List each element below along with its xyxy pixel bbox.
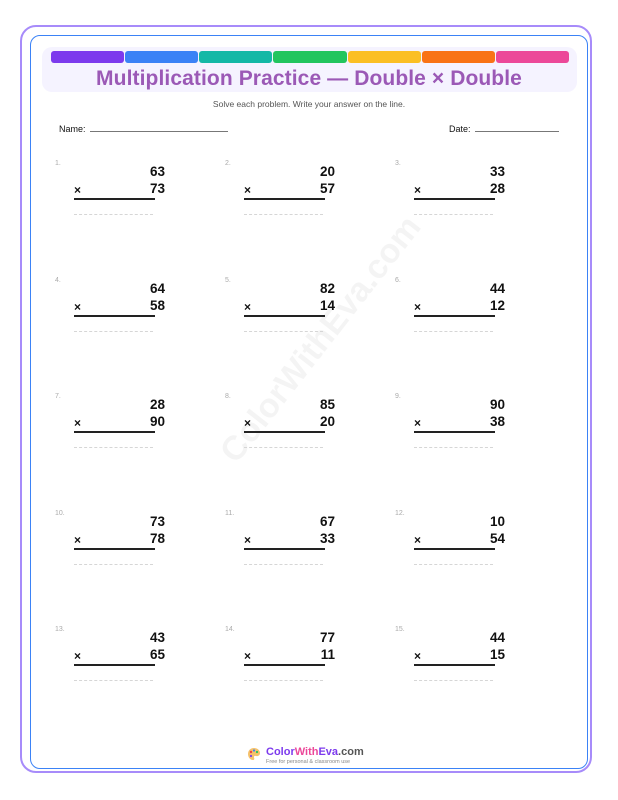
- multiplicand: 10: [489, 514, 505, 529]
- multiplier: 12: [489, 298, 505, 313]
- answer-line[interactable]: [244, 214, 323, 215]
- brand-part: Eva: [318, 746, 339, 758]
- problem-number: 9.: [395, 393, 401, 400]
- times-sign: ×: [244, 649, 252, 663]
- multiplicand: 90: [489, 397, 505, 412]
- color-bar-segment: [348, 51, 421, 63]
- problem-item: [395, 160, 505, 230]
- sum-rule: [414, 548, 495, 550]
- date-field[interactable]: [449, 122, 559, 134]
- problem-item: [55, 393, 165, 463]
- problem-item: [55, 626, 165, 696]
- color-bar-segment: [496, 51, 569, 63]
- problem-item: [395, 277, 505, 347]
- multiplier: 54: [489, 531, 505, 546]
- sum-rule: [414, 315, 495, 317]
- multiplier: 58: [149, 298, 165, 313]
- problem-number: 1.: [55, 160, 61, 167]
- brand-part: Color: [266, 746, 295, 758]
- times-sign: ×: [414, 533, 422, 547]
- problem-number: 13.: [55, 626, 65, 633]
- times-sign: ×: [74, 183, 82, 197]
- multiplier: 90: [149, 414, 165, 429]
- problem-number: 11.: [225, 510, 235, 517]
- answer-line[interactable]: [414, 214, 493, 215]
- sum-rule: [74, 548, 155, 550]
- answer-line[interactable]: [74, 331, 153, 332]
- problem-item: [395, 626, 505, 696]
- times-sign: ×: [244, 183, 252, 197]
- answer-line[interactable]: [244, 680, 323, 681]
- sum-rule: [244, 315, 325, 317]
- times-sign: ×: [244, 300, 252, 314]
- multiplicand: 63: [149, 164, 165, 179]
- color-bar-segment: [199, 51, 272, 63]
- problem-number: 12.: [395, 510, 405, 517]
- answer-line[interactable]: [74, 447, 153, 448]
- answer-line[interactable]: [414, 447, 493, 448]
- multiplicand: 64: [149, 281, 165, 296]
- problem-item: [225, 626, 335, 696]
- multiplier: 14: [319, 298, 335, 313]
- problem-number: 2.: [225, 160, 231, 167]
- name-field[interactable]: [59, 122, 228, 134]
- date-label: Date:: [449, 124, 471, 134]
- sum-rule: [244, 548, 325, 550]
- problem-item: [395, 510, 505, 580]
- multiplicand: 33: [489, 164, 505, 179]
- multiplicand: 43: [149, 630, 165, 645]
- sum-rule: [414, 198, 495, 200]
- answer-line[interactable]: [74, 564, 153, 565]
- answer-line[interactable]: [244, 447, 323, 448]
- color-bar-segment: [273, 51, 346, 63]
- problem-item: [225, 160, 335, 230]
- answer-line[interactable]: [244, 564, 323, 565]
- multiplier: 57: [319, 181, 335, 196]
- sum-rule: [74, 664, 155, 666]
- multiplicand: 44: [489, 281, 505, 296]
- times-sign: ×: [74, 533, 82, 547]
- problem-item: [225, 277, 335, 347]
- sum-rule: [74, 315, 155, 317]
- page-title: Multiplication Practice — Double × Double: [96, 67, 522, 90]
- times-sign: ×: [414, 416, 422, 430]
- problem-number: 6.: [395, 277, 401, 284]
- problem-item: [55, 160, 165, 230]
- problem-number: 4.: [55, 277, 61, 284]
- date-input-line[interactable]: [475, 122, 559, 132]
- problem-number: 14.: [225, 626, 235, 633]
- color-bar-segment: [125, 51, 198, 63]
- multiplier: 33: [319, 531, 335, 546]
- sum-rule: [414, 664, 495, 666]
- multiplicand: 73: [149, 514, 165, 529]
- problem-item: [395, 393, 505, 463]
- times-sign: ×: [414, 183, 422, 197]
- problem-number: 8.: [225, 393, 231, 400]
- answer-line[interactable]: [414, 331, 493, 332]
- multiplier: 65: [149, 647, 165, 662]
- multiplier: 15: [489, 647, 505, 662]
- multiplicand: 77: [319, 630, 335, 645]
- multiplicand: 28: [149, 397, 165, 412]
- times-sign: ×: [414, 300, 422, 314]
- sum-rule: [74, 431, 155, 433]
- palette-icon: [247, 747, 261, 761]
- sum-rule: [244, 431, 325, 433]
- sum-rule: [244, 664, 325, 666]
- problem-number: 5.: [225, 277, 231, 284]
- sum-rule: [74, 198, 155, 200]
- footer-brand: [247, 746, 387, 770]
- multiplier: 20: [319, 414, 335, 429]
- answer-line[interactable]: [414, 564, 493, 565]
- problem-number: 7.: [55, 393, 61, 400]
- multiplicand: 20: [319, 164, 335, 179]
- problem-number: 10.: [55, 510, 65, 517]
- brand-name: [266, 746, 364, 758]
- answer-line[interactable]: [244, 331, 323, 332]
- multiplier: 38: [489, 414, 505, 429]
- times-sign: ×: [74, 649, 82, 663]
- multiplier: 78: [149, 531, 165, 546]
- color-bar-segment: [51, 51, 124, 63]
- answer-line[interactable]: [74, 214, 153, 215]
- times-sign: ×: [74, 416, 82, 430]
- brand-part: With: [294, 746, 319, 758]
- problem-item: [55, 510, 165, 580]
- color-bar: [51, 51, 569, 63]
- name-label: Name:: [59, 124, 86, 134]
- instructions: Solve each problem. Write your answer on the line.: [212, 99, 406, 109]
- sum-rule: [414, 431, 495, 433]
- multiplicand: 44: [489, 630, 505, 645]
- multiplier: 73: [149, 181, 165, 196]
- problem-item: [225, 510, 335, 580]
- multiplicand: 82: [319, 281, 335, 296]
- times-sign: ×: [74, 300, 82, 314]
- problem-item: [55, 277, 165, 347]
- times-sign: ×: [414, 649, 422, 663]
- answer-line[interactable]: [414, 680, 493, 681]
- brand-tagline: Free for personal & classroom use: [266, 759, 351, 765]
- sum-rule: [244, 198, 325, 200]
- multiplicand: 85: [319, 397, 335, 412]
- name-input-line[interactable]: [90, 122, 228, 132]
- color-bar-segment: [422, 51, 495, 63]
- problem-number: 3.: [395, 160, 401, 167]
- times-sign: ×: [244, 533, 252, 547]
- brand-part: .com: [338, 746, 364, 758]
- multiplicand: 67: [319, 514, 335, 529]
- multiplier: 11: [320, 647, 335, 662]
- answer-line[interactable]: [74, 680, 153, 681]
- times-sign: ×: [244, 416, 252, 430]
- multiplier: 28: [489, 181, 505, 196]
- problem-item: [225, 393, 335, 463]
- problem-number: 15.: [395, 626, 405, 633]
